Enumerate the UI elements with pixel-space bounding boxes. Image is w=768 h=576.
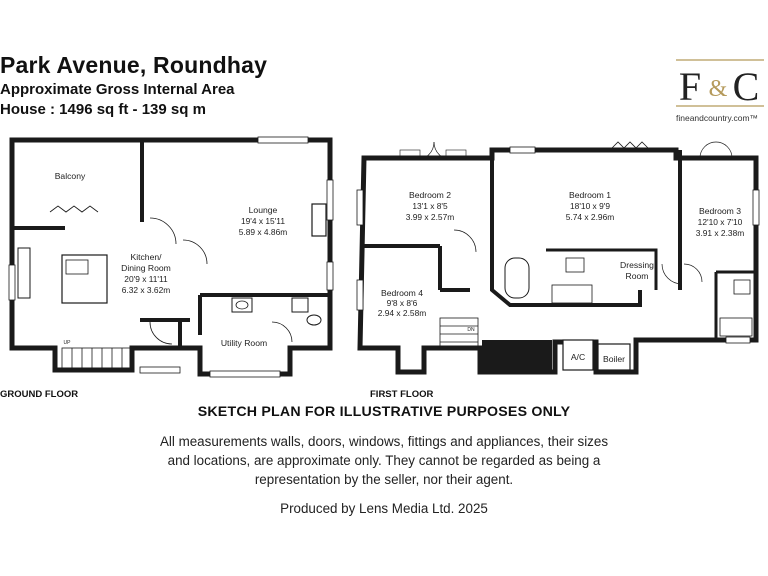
room-bedroom-2-name: Bedroom 2 bbox=[408, 190, 452, 200]
room-balcony-name: Balcony bbox=[54, 171, 86, 181]
sketch-plan-notice: SKETCH PLAN FOR ILLUSTRATIVE PURPOSES ONLY bbox=[197, 404, 571, 420]
ground-floor-label: GROUND FLOOR bbox=[0, 389, 79, 400]
room-bedroom-1-metric: 5.74 x 2.96m bbox=[565, 212, 615, 222]
room-kitchen-metric: 6.32 x 3.62m bbox=[121, 285, 171, 295]
produced-by-credit: Produced by Lens Media Ltd. 2025 bbox=[280, 501, 488, 516]
room-bedroom-4-imperial: 9'8 x 8'6 bbox=[386, 298, 418, 308]
measurement-disclaimer: All measurements walls, doors, windows, fittings and appliances, their sizes and locations, are approximate only. They cannot be regarded as being a representation by the seller, nor their agent. bbox=[159, 434, 609, 487]
room-dressing-name-2: Room bbox=[625, 271, 649, 281]
room-bedroom-4-metric: 2.94 x 2.58m bbox=[377, 308, 427, 318]
first-floor-label: FIRST FLOOR bbox=[370, 389, 434, 400]
room-bedroom-2-imperial: 13'1 x 8'5 bbox=[412, 201, 448, 211]
floor-plan-drawing bbox=[0, 130, 768, 392]
room-bedroom-3-name: Bedroom 3 bbox=[698, 206, 742, 216]
stair-down-label: DN bbox=[467, 327, 475, 333]
room-bedroom-3-imperial: 12'10 x 7'10 bbox=[697, 217, 743, 227]
cupboard-boiler-label: Boiler bbox=[603, 354, 625, 364]
room-kitchen-name-2: Dining Room bbox=[121, 263, 171, 273]
area-subtitle: Approximate Gross Internal Area bbox=[0, 81, 235, 98]
property-title: Park Avenue, Roundhay bbox=[0, 52, 268, 78]
room-kitchen-imperial: 20'9 x 11'11 bbox=[124, 274, 168, 284]
room-lounge-name: Lounge bbox=[248, 205, 278, 215]
room-bedroom-1-imperial: 18'10 x 9'9 bbox=[570, 201, 610, 211]
room-bedroom-1-name: Bedroom 1 bbox=[568, 190, 612, 200]
room-bedroom-4-name: Bedroom 4 bbox=[380, 288, 424, 298]
logo-letter-c: C bbox=[732, 64, 760, 109]
room-lounge-imperial: 19'4 x 15'11 bbox=[240, 216, 286, 226]
cupboard-ac-label: A/C bbox=[570, 352, 586, 362]
first-floor-plan bbox=[357, 142, 759, 372]
logo-url: fineandcountry.com™ bbox=[676, 113, 759, 123]
room-kitchen-name: Kitchen/ bbox=[130, 252, 162, 262]
room-dressing-name: Dressing bbox=[620, 260, 654, 270]
stair-up-label: UP bbox=[63, 340, 71, 346]
logo-letter-f: F bbox=[678, 64, 702, 109]
room-utility-name: Utility Room bbox=[220, 338, 268, 348]
room-lounge-metric: 5.89 x 4.86m bbox=[238, 227, 288, 237]
house-area: House : 1496 sq ft - 139 sq m bbox=[0, 101, 206, 118]
room-bedroom-2-metric: 3.99 x 2.57m bbox=[405, 212, 455, 222]
logo-ampersand: & bbox=[708, 76, 728, 102]
room-bedroom-3-metric: 3.91 x 2.38m bbox=[695, 228, 745, 238]
